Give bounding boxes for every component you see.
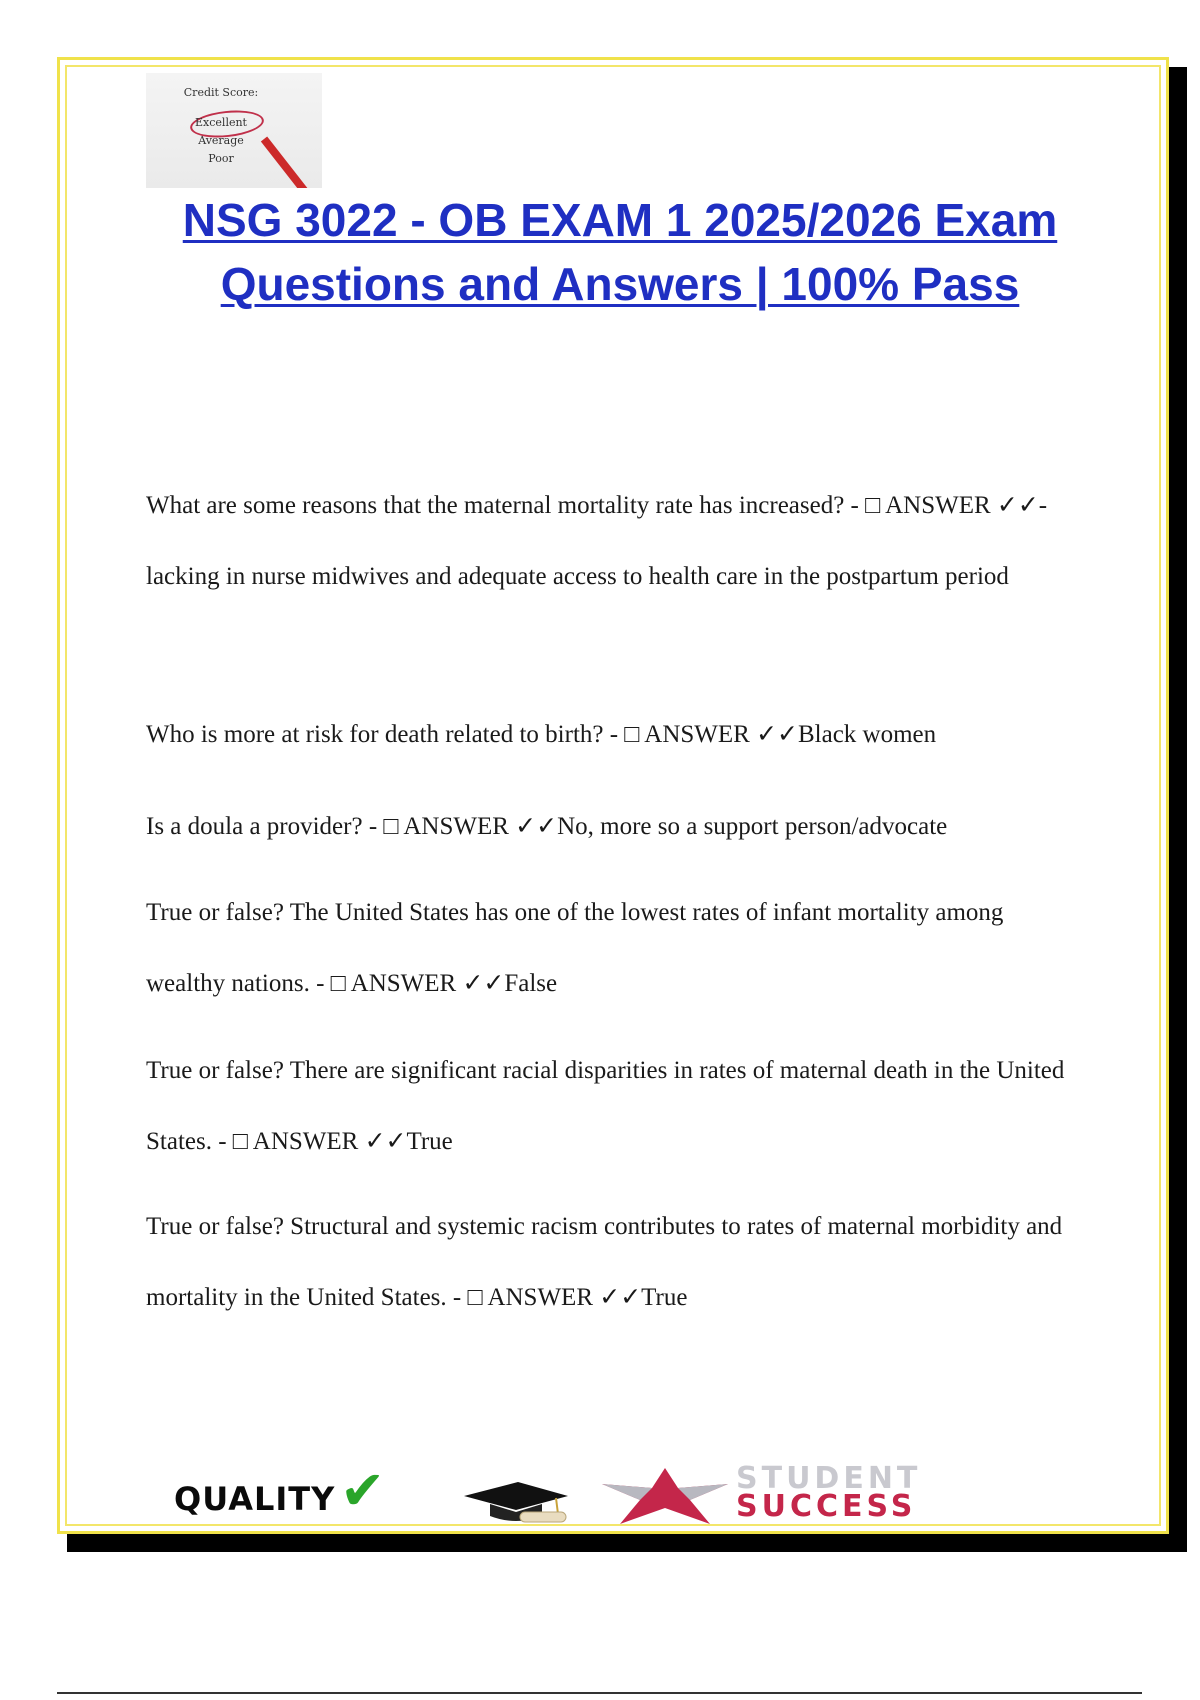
- success-logo-text: SUCCESS: [736, 1489, 917, 1524]
- document-title[interactable]: [140, 188, 1100, 316]
- qa-item: True or false? Structural and systemic racism contributes to rates of maternal morbidity and mortality in the United States. - □ ANSWER ✓✓True: [146, 1213, 1063, 1311]
- quality-logo-text: QUALITY: [174, 1480, 336, 1518]
- qa-item: True or false? There are significant racial disparities in rates of maternal death in the United States. - □ ANSWER ✓✓True: [146, 1057, 1065, 1155]
- credit-score-label: Credit Score:: [183, 86, 259, 99]
- graduation-cap-icon: [460, 1476, 570, 1526]
- qa-item: True or false? The United States has one of the lowest rates of infant mortality among wealthy nations. - □ ANSWER ✓✓False: [146, 899, 1004, 997]
- title-line-2: Questions and Answers | 100% Pass: [220, 258, 1020, 310]
- title-line-1: NSG 3022 - OB EXAM 1 2025/2026 Exam: [182, 194, 1058, 246]
- student-logo-text: STUDENT: [736, 1461, 922, 1496]
- page-bottom-rule: [57, 1692, 1142, 1694]
- qa-item: Who is more at risk for death related to birth? - □ ANSWER ✓✓Black women: [146, 721, 937, 748]
- credit-average-label: Average: [198, 134, 244, 147]
- qa-item: What are some reasons that the maternal mortality rate has increased? - □ ANSWER ✓✓- lacking in nurse midwives and adequate access to health care in the postpartum period: [146, 492, 1048, 590]
- star-logo-icon: [600, 1466, 730, 1526]
- qa-item: Is a doula a provider? - □ ANSWER ✓✓No, more so a support person/advocate: [146, 813, 948, 840]
- footer-logos: [170, 1459, 1050, 1532]
- credit-excellent-label: Excellent: [195, 116, 247, 129]
- green-check-icon: ✔: [340, 1459, 386, 1522]
- credit-score-image: [146, 73, 322, 188]
- credit-poor-label: Poor: [208, 152, 234, 165]
